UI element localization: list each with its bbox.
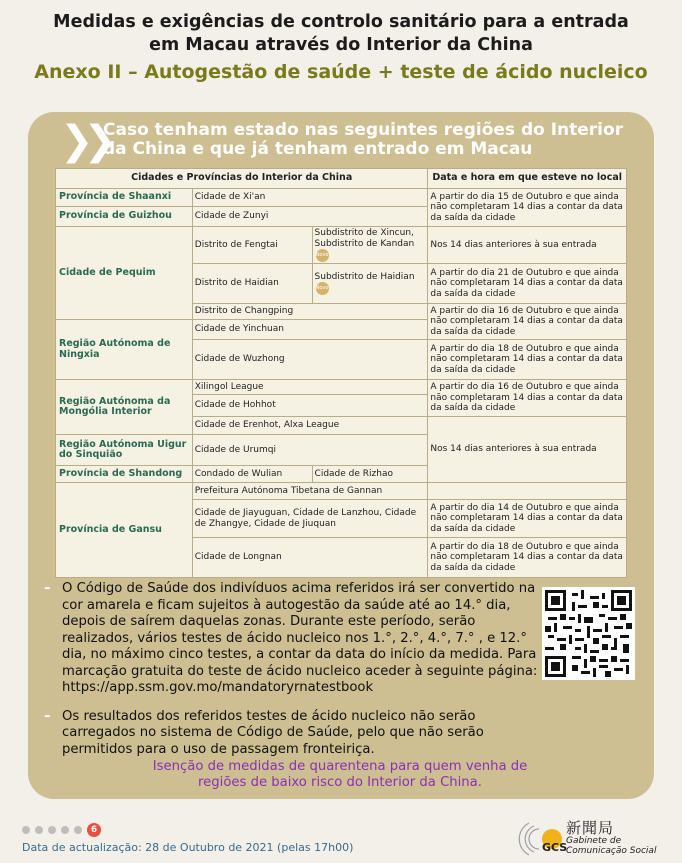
- place-cell: Condado de Wulian: [192, 466, 312, 483]
- col-header-cities: Cidades e Províncias do Interior da China: [56, 169, 428, 189]
- subdistrict-cell: [312, 264, 428, 304]
- province-cell: Província de Guizhou: [56, 207, 193, 227]
- double-chevron-icon: ❯❯: [60, 118, 108, 164]
- dash-bullet-icon: –: [44, 581, 51, 596]
- time-cell: [428, 483, 627, 500]
- col-header-time: Data e hora em que esteve no local: [428, 169, 627, 189]
- table-header-row: [56, 169, 627, 189]
- logo-pt-line-1: Gabinete de: [566, 836, 622, 846]
- page-indicator: [22, 823, 101, 837]
- province-cell: Província de Shaanxi: [56, 189, 193, 207]
- place-cell: Distrito de Fengtai: [192, 227, 312, 264]
- page-dot[interactable]: [48, 826, 56, 834]
- note-item: [44, 581, 539, 697]
- time-cell: Nos 14 dias anteriores à sua entrada: [428, 417, 627, 483]
- qr-code-icon[interactable]: [542, 587, 635, 680]
- table-row: [56, 380, 627, 395]
- update-date: Data de actualização: 28 de Outubro de 2021 (pelas 17h00): [22, 841, 354, 854]
- place-cell: Cidade de Urumqi: [192, 435, 428, 466]
- subdistrict-label: Subdistrito de Xincun, Subdistrito de Kandan: [314, 228, 415, 249]
- section-header: [103, 121, 623, 159]
- place-cell: Cidade de Rizhao: [312, 466, 428, 483]
- province-cell: Província de Gansu: [56, 483, 193, 578]
- time-cell: A partir do dia 18 de Outubro e que ainda não completaram 14 dias a contar da data da saída da cidade: [428, 340, 627, 380]
- regions-table: [55, 168, 627, 578]
- place-cell: Cidade de Zunyi: [192, 207, 428, 227]
- time-cell: A partir do dia 21 de Outubro e que ainda não completaram 14 dias a contar da data da saída da cidade: [428, 264, 627, 304]
- place-cell: Cidade de Yinchuan: [192, 320, 428, 340]
- table-row: [56, 483, 627, 500]
- exemption-note: [120, 759, 560, 791]
- province-cell: Região Autónoma da Mongólia Interior: [56, 380, 193, 435]
- exemption-line-1: Isenção de medidas de quarentena para quem venha de: [152, 759, 528, 774]
- logo-pt-line-2: Comunicação Social: [566, 845, 657, 856]
- place-cell: Cidade de Xi'an: [192, 189, 428, 207]
- place-cell: Cidade de Wuzhong: [192, 340, 428, 380]
- time-cell: A partir do dia 14 de Outubro e que ainda não completaram 14 dias a contar da data da saída da cidade: [428, 500, 627, 538]
- note-item: [44, 709, 539, 759]
- title-line-1: Medidas e exigências de controlo sanitário para a entrada: [53, 12, 629, 32]
- province-cell: Região Autónoma de Ningxia: [56, 320, 193, 380]
- table-row: [56, 189, 627, 207]
- novo-badge: Novo: [316, 282, 329, 295]
- province-cell: Região Autónoma Uigur do Sinquião: [56, 435, 193, 466]
- subdistrict-cell: [312, 227, 428, 264]
- place-cell: Xilingol League: [192, 380, 428, 395]
- page-dot[interactable]: [35, 826, 43, 834]
- time-cell: A partir do dia 16 de Outubro e que ainda não completaram 14 dias a contar da data da saída da cidade: [428, 380, 627, 417]
- page-title: [0, 11, 682, 57]
- logo-chinese-name: 新聞局: [566, 819, 615, 837]
- time-cell: A partir do dia 15 de Outubro e que ainda não completaram 14 dias a contar da data da saída da cidade: [428, 189, 627, 227]
- dash-bullet-icon: –: [44, 708, 51, 724]
- place-cell: Cidade de Erenhot, Alxa League: [192, 417, 428, 435]
- place-cell: Distrito de Haidian: [192, 264, 312, 304]
- header-line-1: Caso tenham estado nas seguintes regiões do Interior: [103, 120, 624, 140]
- logo-portuguese-name: [566, 837, 656, 856]
- exemption-line-2: regiões de baixo risco do Interior da China.: [198, 775, 482, 790]
- novo-badge: Novo: [316, 249, 329, 262]
- place-cell: Cidade de Jiayuguan, Cidade de Lanzhou, Cidade de Zhangye, Cidade de Jiuquan: [192, 500, 428, 538]
- header-line-2: da China e que já tenham entrado em Macau: [103, 139, 533, 159]
- notes-section: [44, 581, 539, 770]
- logo-mark: GCS: [542, 841, 568, 854]
- note-text: Os resultados dos referidos testes de ácido nucleico não serão carregados no sistema de Código de Saúde, pelo que não serão permitidos para o uso de passagem fronteiriça.: [62, 708, 484, 757]
- province-cell: Província de Shandong: [56, 466, 193, 483]
- place-cell: Cidade de Hohhot: [192, 395, 428, 417]
- note-text: O Código de Saúde dos indivíduos acima referidos irá ser convertido na cor amarela e ficam sujeitos à autogestão da saúde até ao 14.° dia, depois de saírem daquelas zonas. Durante este período, serão realizados, vários testes de ácido nucleico nos 1.°, 2.°, 4.°, 7.° , e 12.° dia, no máximo cinco testes, a contar da data do início da medida. Para marcação gratuita do teste de ácido nucleico aceder à seguinte página: https://app.ssm.gov.mo/mandatoryrnatestbook: [62, 581, 538, 695]
- place-cell: Cidade de Longnan: [192, 538, 428, 578]
- page-dot[interactable]: [61, 826, 69, 834]
- time-cell: Nos 14 dias anteriores à sua entrada: [428, 227, 627, 264]
- table-row: [56, 227, 627, 264]
- page-subtitle: Anexo II – Autogestão de saúde + teste de ácido nucleico: [34, 61, 648, 83]
- title-line-2: em Macau através do Interior da China: [149, 35, 533, 55]
- current-page-badge: 6: [87, 823, 101, 837]
- page-dot[interactable]: [22, 826, 30, 834]
- time-cell: A partir do dia 16 de Outubro e que ainda não completaram 14 dias a contar da data da saída da cidade: [428, 304, 627, 340]
- place-cell: Prefeitura Autónoma Tibetana de Gannan: [192, 483, 428, 500]
- page-dot[interactable]: [74, 826, 82, 834]
- time-cell: A partir do dia 18 de Outubro e que ainda não completaram 14 dias a contar da data da saída da cidade: [428, 538, 627, 578]
- province-cell: Cidade de Pequim: [56, 227, 193, 320]
- place-cell: Distrito de Changping: [192, 304, 428, 320]
- subdistrict-label: Subdistrito de Haidian: [314, 271, 415, 282]
